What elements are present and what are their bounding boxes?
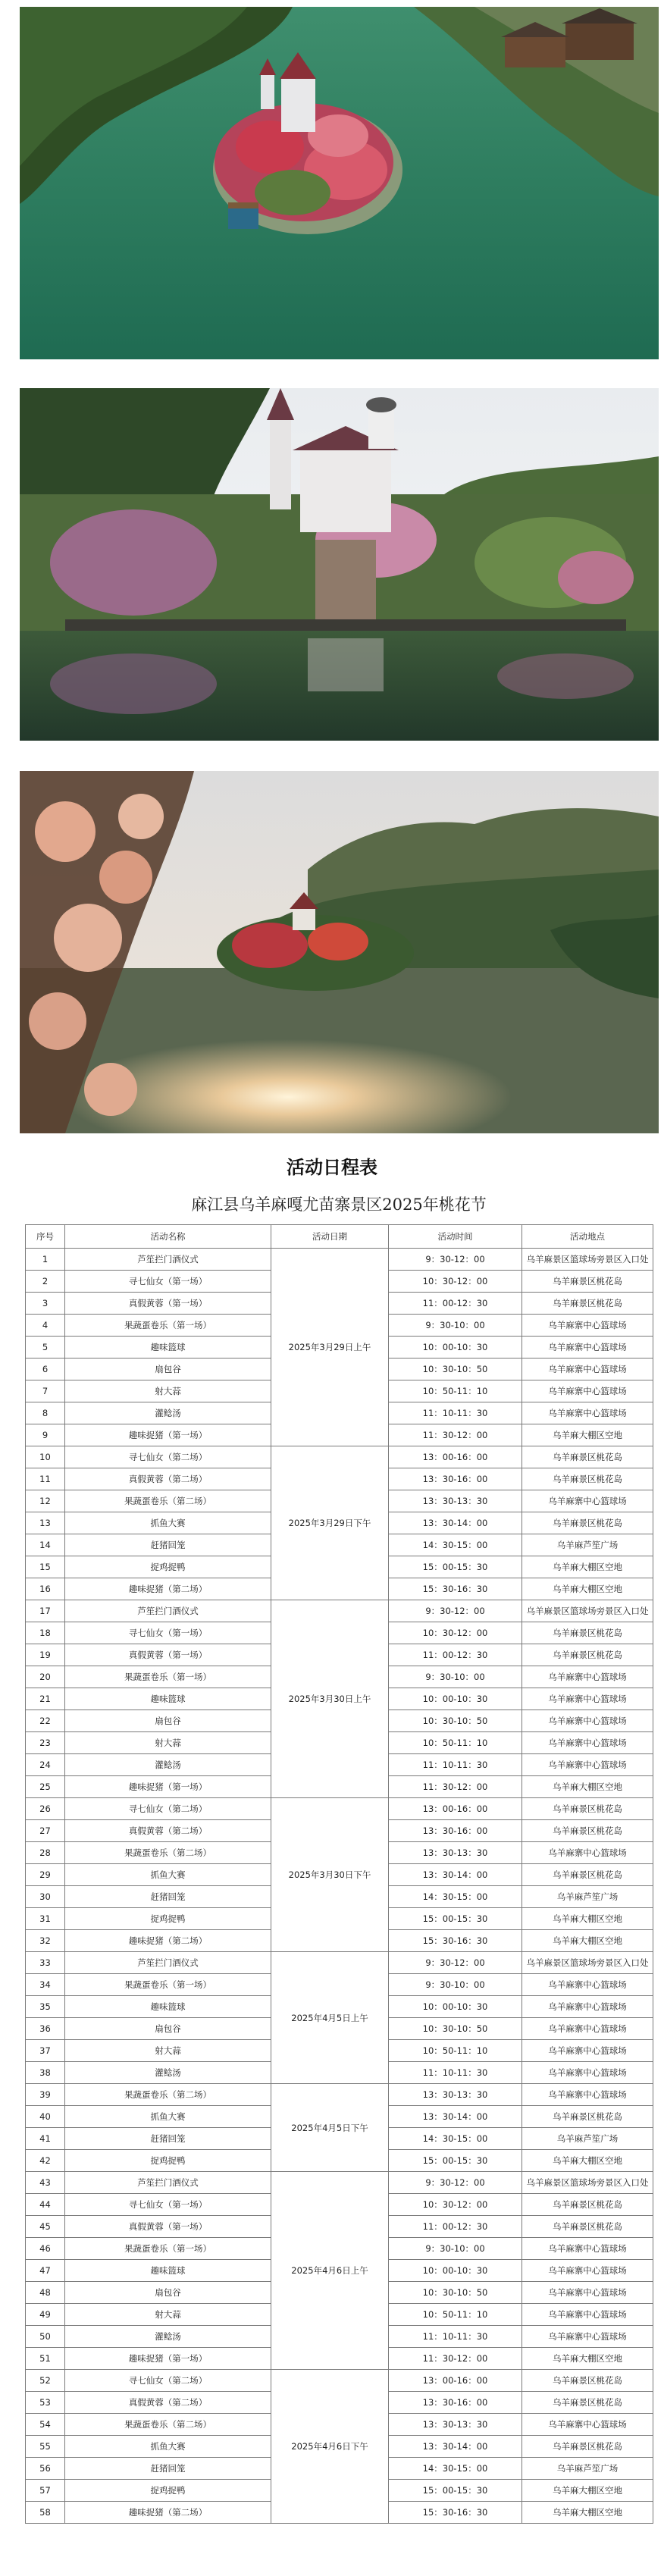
cell-activity: 真假黄蓉（第一场）: [65, 1293, 271, 1315]
cell-time: 15：30-16：30: [389, 1578, 522, 1600]
cell-time: 11：00-12：30: [389, 2216, 522, 2238]
cell-no: 16: [26, 1578, 65, 1600]
cell-location: 乌羊麻寨中心篮球场: [522, 2084, 653, 2106]
cell-activity: 寻七仙女（第二场）: [65, 1446, 271, 1468]
cell-activity: 捉鸡捉鸭: [65, 2150, 271, 2172]
cell-location: 乌羊麻大棚区空地: [522, 2502, 653, 2524]
cell-activity: 趣味捉猪（第二场）: [65, 1578, 271, 1600]
cell-no: 24: [26, 1754, 65, 1776]
cell-activity: 赶猪回笼: [65, 1534, 271, 1556]
cell-location: 乌羊麻寨中心篮球场: [522, 1666, 653, 1688]
cell-activity: 趣味捉猪（第一场）: [65, 1424, 271, 1446]
cell-activity: 灌鲶汤: [65, 1754, 271, 1776]
cell-activity: 趣味捉猪（第二场）: [65, 2502, 271, 2524]
cell-time: 10：30-12：00: [389, 1271, 522, 1293]
cell-location: 乌羊麻寨中心篮球场: [522, 1974, 653, 1996]
cell-activity: 真假黄蓉（第二场）: [65, 1468, 271, 1490]
cell-time: 9：30-10：00: [389, 1666, 522, 1688]
cell-location: 乌羊麻芦笙广场: [522, 2128, 653, 2150]
cell-no: 55: [26, 2436, 65, 2458]
cell-no: 25: [26, 1776, 65, 1798]
cell-location: 乌羊麻寨中心篮球场: [522, 2040, 653, 2062]
cell-no: 27: [26, 1820, 65, 1842]
cell-location: 乌羊麻景区篮球场旁景区入口处: [522, 1952, 653, 1974]
cell-time: 13：30-13：30: [389, 2084, 522, 2106]
cell-time: 14：30-15：00: [389, 2128, 522, 2150]
schedule-heading: 活动日程表: [287, 1157, 377, 1178]
cell-date: 2025年3月29日上午: [271, 1249, 389, 1446]
cell-activity: 真假黄蓉（第二场）: [65, 2392, 271, 2414]
schedule-title: 麻江县乌羊麻嘎尤苗寨景区2025年桃花节: [191, 1196, 487, 1214]
cell-time: 10：30-10：50: [389, 1359, 522, 1380]
cell-location: 乌羊麻芦笙广场: [522, 2458, 653, 2480]
cell-time: 11：30-12：00: [389, 2348, 522, 2370]
cell-activity: 射大蒜: [65, 1380, 271, 1402]
cell-time: 13：00-16：00: [389, 1446, 522, 1468]
cell-location: 乌羊麻寨中心篮球场: [522, 1359, 653, 1380]
cell-location: 乌羊麻景区桃花岛: [522, 1512, 653, 1534]
cell-activity: 抓鱼大赛: [65, 1864, 271, 1886]
cell-no: 46: [26, 2238, 65, 2260]
cell-time: 10：50-11：10: [389, 1380, 522, 1402]
cell-location: 乌羊麻大棚区空地: [522, 1776, 653, 1798]
cell-location: 乌羊麻大棚区空地: [522, 2480, 653, 2502]
cell-location: 乌羊麻景区桃花岛: [522, 2194, 653, 2216]
cell-activity: 寻七仙女（第一场）: [65, 1622, 271, 1644]
cell-no: 53: [26, 2392, 65, 2414]
cell-activity: 扇包谷: [65, 2018, 271, 2040]
photo-island-castle-reflection: [20, 388, 659, 741]
cell-time: 13：30-16：00: [389, 1468, 522, 1490]
cell-time: 15：00-15：30: [389, 1908, 522, 1930]
cell-location: 乌羊麻芦笙广场: [522, 1534, 653, 1556]
table-row: [26, 1446, 653, 1468]
cell-location: 乌羊麻景区桃花岛: [522, 2436, 653, 2458]
header-name: 活动名称: [65, 1225, 271, 1249]
cell-location: 乌羊麻大棚区空地: [522, 1578, 653, 1600]
cell-date: 2025年3月30日下午: [271, 1798, 389, 1952]
cell-location: 乌羊麻景区桃花岛: [522, 2216, 653, 2238]
cell-time: 10：00-10：30: [389, 1337, 522, 1359]
cell-activity: 捉鸡捉鸭: [65, 2480, 271, 2502]
cell-activity: 抓鱼大赛: [65, 2106, 271, 2128]
cell-no: 47: [26, 2260, 65, 2282]
cell-time: 10：00-10：30: [389, 2260, 522, 2282]
cell-no: 49: [26, 2304, 65, 2326]
cell-activity: 灌鲶汤: [65, 2062, 271, 2084]
cell-activity: 抓鱼大赛: [65, 1512, 271, 1534]
cell-time: 10：00-10：30: [389, 1688, 522, 1710]
cell-location: 乌羊麻寨中心篮球场: [522, 1402, 653, 1424]
cell-activity: 芦笙拦门酒仪式: [65, 1249, 271, 1271]
cell-time: 13：30-13：30: [389, 2414, 522, 2436]
cell-time: 11：10-11：30: [389, 2326, 522, 2348]
cell-activity: 趣味篮球: [65, 1996, 271, 2018]
cell-no: 11: [26, 1468, 65, 1490]
cell-no: 57: [26, 2480, 65, 2502]
cell-no: 2: [26, 1271, 65, 1293]
cell-location: 乌羊麻寨中心篮球场: [522, 1490, 653, 1512]
cell-location: 乌羊麻大棚区空地: [522, 2348, 653, 2370]
cell-location: 乌羊麻景区桃花岛: [522, 1622, 653, 1644]
table-row: [26, 2084, 653, 2106]
cell-location: 乌羊麻景区篮球场旁景区入口处: [522, 1600, 653, 1622]
cell-no: 28: [26, 1842, 65, 1864]
cell-activity: 扇包谷: [65, 1359, 271, 1380]
cell-date: 2025年4月5日下午: [271, 2084, 389, 2172]
cell-no: 43: [26, 2172, 65, 2194]
cell-activity: 趣味篮球: [65, 1688, 271, 1710]
cell-no: 58: [26, 2502, 65, 2524]
cell-location: 乌羊麻景区桃花岛: [522, 2106, 653, 2128]
cell-no: 35: [26, 1996, 65, 2018]
cell-location: 乌羊麻寨中心篮球场: [522, 1732, 653, 1754]
cell-no: 37: [26, 2040, 65, 2062]
cell-location: 乌羊麻大棚区空地: [522, 1556, 653, 1578]
cell-no: 12: [26, 1490, 65, 1512]
cell-location: 乌羊麻景区桃花岛: [522, 2370, 653, 2392]
cell-activity: 果蔬蛋卷乐（第二场）: [65, 1842, 271, 1864]
cell-time: 9：30-10：00: [389, 1315, 522, 1337]
cell-no: 54: [26, 2414, 65, 2436]
cell-no: 19: [26, 1644, 65, 1666]
table-row: [26, 1952, 653, 1974]
cell-time: 13：30-16：00: [389, 1820, 522, 1842]
cell-location: 乌羊麻景区桃花岛: [522, 1864, 653, 1886]
cell-location: 乌羊麻寨中心篮球场: [522, 1754, 653, 1776]
cell-time: 13：30-13：30: [389, 1490, 522, 1512]
cell-time: 11：10-11：30: [389, 2062, 522, 2084]
cell-time: 15：30-16：30: [389, 1930, 522, 1952]
photo-aerial-lake-island: [20, 7, 659, 359]
cell-activity: 趣味篮球: [65, 1337, 271, 1359]
cell-time: 13：30-14：00: [389, 2106, 522, 2128]
cell-no: 30: [26, 1886, 65, 1908]
cell-activity: 赶猪回笼: [65, 2128, 271, 2150]
cell-date: 2025年3月30日上午: [271, 1600, 389, 1798]
cell-time: 9：30-12：00: [389, 1249, 522, 1271]
cell-no: 8: [26, 1402, 65, 1424]
cell-location: 乌羊麻寨中心篮球场: [522, 1337, 653, 1359]
cell-no: 20: [26, 1666, 65, 1688]
cell-no: 29: [26, 1864, 65, 1886]
cell-location: 乌羊麻大棚区空地: [522, 1930, 653, 1952]
cell-no: 32: [26, 1930, 65, 1952]
header-no: 序号: [26, 1225, 65, 1249]
cell-activity: 真假黄蓉（第一场）: [65, 2216, 271, 2238]
cell-no: 38: [26, 2062, 65, 2084]
cell-time: 11：00-12：30: [389, 1293, 522, 1315]
cell-time: 10：00-10：30: [389, 1996, 522, 2018]
table-row: [26, 1600, 653, 1622]
table-row: [26, 2370, 653, 2392]
header-location: 活动地点: [522, 1225, 653, 1249]
cell-activity: 寻七仙女（第二场）: [65, 2370, 271, 2392]
cell-no: 18: [26, 1622, 65, 1644]
cell-activity: 果蔬蛋卷乐（第二场）: [65, 2084, 271, 2106]
cell-location: 乌羊麻寨中心篮球场: [522, 1688, 653, 1710]
cell-location: 乌羊麻景区篮球场旁景区入口处: [522, 1249, 653, 1271]
cell-location: 乌羊麻景区桃花岛: [522, 1798, 653, 1820]
cell-activity: 果蔬蛋卷乐（第一场）: [65, 1315, 271, 1337]
cell-location: 乌羊麻景区桃花岛: [522, 2392, 653, 2414]
cell-location: 乌羊麻芦笙广场: [522, 1886, 653, 1908]
cell-location: 乌羊麻景区桃花岛: [522, 1271, 653, 1293]
cell-no: 45: [26, 2216, 65, 2238]
cell-activity: 扇包谷: [65, 1710, 271, 1732]
cell-location: 乌羊麻大棚区空地: [522, 1908, 653, 1930]
cell-location: 乌羊麻寨中心篮球场: [522, 2282, 653, 2304]
cell-no: 41: [26, 2128, 65, 2150]
cell-time: 14：30-15：00: [389, 1886, 522, 1908]
cell-no: 9: [26, 1424, 65, 1446]
cell-location: 乌羊麻景区篮球场旁景区入口处: [522, 2172, 653, 2194]
schedule-body: [26, 1249, 653, 2524]
table-row: [26, 1798, 653, 1820]
cell-no: 1: [26, 1249, 65, 1271]
cell-no: 26: [26, 1798, 65, 1820]
cell-time: 11：10-11：30: [389, 1402, 522, 1424]
cell-time: 13：30-16：00: [389, 2392, 522, 2414]
cell-time: 10：30-10：50: [389, 2018, 522, 2040]
cell-no: 36: [26, 2018, 65, 2040]
cell-time: 15：00-15：30: [389, 1556, 522, 1578]
schedule-table: [25, 1224, 653, 2524]
cell-no: 52: [26, 2370, 65, 2392]
cell-activity: 芦笙拦门酒仪式: [65, 2172, 271, 2194]
cell-location: 乌羊麻景区桃花岛: [522, 1293, 653, 1315]
cell-activity: 寻七仙女（第一场）: [65, 2194, 271, 2216]
cell-no: 15: [26, 1556, 65, 1578]
table-header-row: [26, 1225, 653, 1249]
cell-activity: 果蔬蛋卷乐（第一场）: [65, 2238, 271, 2260]
cell-time: 9：30-12：00: [389, 2172, 522, 2194]
cell-time: 13：30-14：00: [389, 2436, 522, 2458]
cell-no: 31: [26, 1908, 65, 1930]
cell-location: 乌羊麻寨中心篮球场: [522, 1380, 653, 1402]
cell-time: 15：00-15：30: [389, 2150, 522, 2172]
cell-time: 13：30-14：00: [389, 1864, 522, 1886]
cell-time: 11：00-12：30: [389, 1644, 522, 1666]
cell-location: 乌羊麻寨中心篮球场: [522, 2326, 653, 2348]
cell-activity: 果蔬蛋卷乐（第二场）: [65, 2414, 271, 2436]
cell-activity: 趣味捉猪（第二场）: [65, 1930, 271, 1952]
cell-location: 乌羊麻大棚区空地: [522, 1424, 653, 1446]
header-time: 活动时间: [389, 1225, 522, 1249]
cell-no: 33: [26, 1952, 65, 1974]
cell-location: 乌羊麻景区桃花岛: [522, 1446, 653, 1468]
cell-activity: 芦笙拦门酒仪式: [65, 1952, 271, 1974]
cell-time: 10：30-10：50: [389, 1710, 522, 1732]
cell-time: 13：30-13：30: [389, 1842, 522, 1864]
cell-activity: 捉鸡捉鸭: [65, 1908, 271, 1930]
cell-location: 乌羊麻寨中心篮球场: [522, 1315, 653, 1337]
cell-no: 34: [26, 1974, 65, 1996]
cell-date: 2025年4月6日下午: [271, 2370, 389, 2524]
cell-time: 9：30-10：00: [389, 1974, 522, 1996]
cell-no: 13: [26, 1512, 65, 1534]
cell-activity: 捉鸡捉鸭: [65, 1556, 271, 1578]
cell-location: 乌羊麻大棚区空地: [522, 2150, 653, 2172]
cell-time: 13：00-16：00: [389, 2370, 522, 2392]
cell-no: 3: [26, 1293, 65, 1315]
cell-no: 4: [26, 1315, 65, 1337]
cell-time: 10：50-11：10: [389, 1732, 522, 1754]
cell-activity: 真假黄蓉（第一场）: [65, 1644, 271, 1666]
cell-no: 10: [26, 1446, 65, 1468]
cell-no: 39: [26, 2084, 65, 2106]
cell-time: 9：30-10：00: [389, 2238, 522, 2260]
cell-date: 2025年4月5日上午: [271, 1952, 389, 2084]
cell-location: 乌羊麻景区桃花岛: [522, 1468, 653, 1490]
cell-activity: 抓鱼大赛: [65, 2436, 271, 2458]
cell-location: 乌羊麻景区桃花岛: [522, 1644, 653, 1666]
cell-no: 23: [26, 1732, 65, 1754]
cell-location: 乌羊麻寨中心篮球场: [522, 1996, 653, 2018]
photo-sunset-lake-blossoms: [20, 771, 659, 1133]
cell-activity: 赶猪回笼: [65, 2458, 271, 2480]
cell-location: 乌羊麻寨中心篮球场: [522, 2238, 653, 2260]
cell-activity: 果蔬蛋卷乐（第一场）: [65, 1666, 271, 1688]
cell-no: 22: [26, 1710, 65, 1732]
cell-no: 42: [26, 2150, 65, 2172]
header-date: 活动日期: [271, 1225, 389, 1249]
cell-location: 乌羊麻寨中心篮球场: [522, 2414, 653, 2436]
cell-activity: 射大蒜: [65, 2304, 271, 2326]
cell-location: 乌羊麻寨中心篮球场: [522, 1842, 653, 1864]
cell-activity: 果蔬蛋卷乐（第二场）: [65, 1490, 271, 1512]
table-row: [26, 1249, 653, 1271]
cell-location: 乌羊麻寨中心篮球场: [522, 2018, 653, 2040]
cell-activity: 扇包谷: [65, 2282, 271, 2304]
cell-time: 10：30-12：00: [389, 2194, 522, 2216]
cell-time: 11：10-11：30: [389, 1754, 522, 1776]
cell-activity: 射大蒜: [65, 1732, 271, 1754]
cell-no: 48: [26, 2282, 65, 2304]
cell-no: 51: [26, 2348, 65, 2370]
cell-no: 50: [26, 2326, 65, 2348]
cell-location: 乌羊麻景区桃花岛: [522, 1820, 653, 1842]
cell-date: 2025年3月29日下午: [271, 1446, 389, 1600]
cell-time: 13：00-16：00: [389, 1798, 522, 1820]
cell-no: 21: [26, 1688, 65, 1710]
cell-time: 10：50-11：10: [389, 2040, 522, 2062]
cell-activity: 射大蒜: [65, 2040, 271, 2062]
cell-activity: 趣味捉猪（第一场）: [65, 1776, 271, 1798]
cell-no: 40: [26, 2106, 65, 2128]
cell-time: 9：30-12：00: [389, 1600, 522, 1622]
cell-time: 13：30-14：00: [389, 1512, 522, 1534]
table-row: [26, 2172, 653, 2194]
cell-no: 7: [26, 1380, 65, 1402]
cell-time: 11：30-12：00: [389, 1424, 522, 1446]
schedule-table-wrap: [25, 1185, 653, 2524]
cell-activity: 灌鲶汤: [65, 2326, 271, 2348]
cell-time: 9：30-12：00: [389, 1952, 522, 1974]
cell-activity: 真假黄蓉（第二场）: [65, 1820, 271, 1842]
cell-no: 44: [26, 2194, 65, 2216]
cell-activity: 赶猪回笼: [65, 1886, 271, 1908]
cell-time: 15：00-15：30: [389, 2480, 522, 2502]
cell-no: 6: [26, 1359, 65, 1380]
cell-time: 14：30-15：00: [389, 2458, 522, 2480]
cell-no: 14: [26, 1534, 65, 1556]
cell-activity: 果蔬蛋卷乐（第一场）: [65, 1974, 271, 1996]
cell-location: 乌羊麻寨中心篮球场: [522, 1710, 653, 1732]
cell-time: 10：50-11：10: [389, 2304, 522, 2326]
cell-time: 10：30-12：00: [389, 1622, 522, 1644]
cell-activity: 灌鲶汤: [65, 1402, 271, 1424]
cell-no: 17: [26, 1600, 65, 1622]
cell-activity: 寻七仙女（第一场）: [65, 1271, 271, 1293]
cell-date: 2025年4月6日上午: [271, 2172, 389, 2370]
cell-activity: 趣味捉猪（第一场）: [65, 2348, 271, 2370]
cell-time: 11：30-12：00: [389, 1776, 522, 1798]
cell-activity: 寻七仙女（第二场）: [65, 1798, 271, 1820]
cell-location: 乌羊麻寨中心篮球场: [522, 2260, 653, 2282]
cell-time: 10：30-10：50: [389, 2282, 522, 2304]
cell-time: 15：30-16：30: [389, 2502, 522, 2524]
cell-activity: 趣味篮球: [65, 2260, 271, 2282]
cell-location: 乌羊麻寨中心篮球场: [522, 2062, 653, 2084]
cell-no: 56: [26, 2458, 65, 2480]
cell-location: 乌羊麻寨中心篮球场: [522, 2304, 653, 2326]
cell-time: 14：30-15：00: [389, 1534, 522, 1556]
cell-no: 5: [26, 1337, 65, 1359]
cell-activity: 芦笙拦门酒仪式: [65, 1600, 271, 1622]
